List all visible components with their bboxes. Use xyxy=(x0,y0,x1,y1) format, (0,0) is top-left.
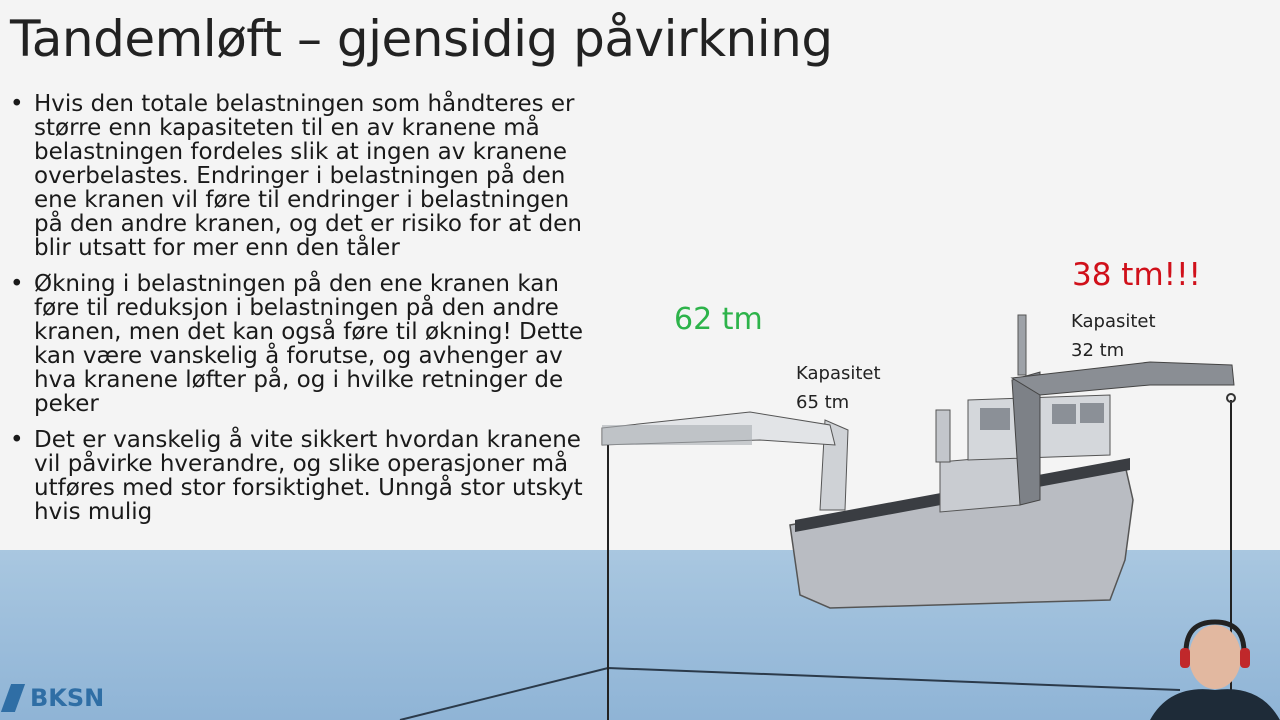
right-crane-boom xyxy=(1012,362,1234,395)
presenter-head xyxy=(1189,625,1241,689)
left-crane-load: 62 tm xyxy=(674,302,763,337)
left-crane-extension xyxy=(602,425,752,445)
logo-text: BKSN xyxy=(30,684,105,712)
right-crane-capacity-label: Kapasitet xyxy=(1071,311,1156,332)
presenter-webcam-image xyxy=(1150,612,1280,720)
bullet-text: Hvis den totale belastningen som håndteres er større enn kapasiteten til en av kranene må belastningen fordeles slik at ingen av kranene overbelastes. Endringer i belastningen på den ene kranen vil føre til endringer i belastningen på den andre kranen, og det er risiko for at den blir utsatt for mer enn den tåler xyxy=(34,91,582,261)
bullet-dot: • xyxy=(10,427,24,453)
superstructure-lower xyxy=(940,455,1020,512)
bullet-text: Økning i belastningen på den ene kranen kan føre til reduksjon i belastningen på den andre kranen, men det kan også føre til økning! Dette kan være vanskelig å forutse, og avhenger av hva kranene løfter på, og i hvilke retninger de peker xyxy=(34,271,584,417)
window xyxy=(1052,404,1076,424)
left-crane-capacity-label: Kapasitet xyxy=(796,363,881,384)
seabed-line xyxy=(400,668,1180,720)
window xyxy=(1080,403,1104,423)
right-crane-load: 38 tm!!! xyxy=(1072,257,1201,293)
bullet-dot: • xyxy=(10,271,24,297)
window xyxy=(980,408,1010,430)
bullet-text: Det er vanskelig å vite sikkert hvordan kranene vil påvirke hverandre, og slike operasjoner må utføres med stor forsiktighet. Unngå stor utskyt hvis mulig xyxy=(34,427,583,525)
right-crane-capacity-value: 32 tm xyxy=(1071,340,1125,361)
slide-title: Tandemløft – gjensidig påvirkning xyxy=(10,10,833,68)
exhaust-stack xyxy=(936,410,950,462)
bullet-dot: • xyxy=(10,91,24,117)
bksn-logo xyxy=(6,684,104,712)
left-crane-capacity-value: 65 tm xyxy=(796,392,850,413)
mast xyxy=(1018,315,1026,375)
